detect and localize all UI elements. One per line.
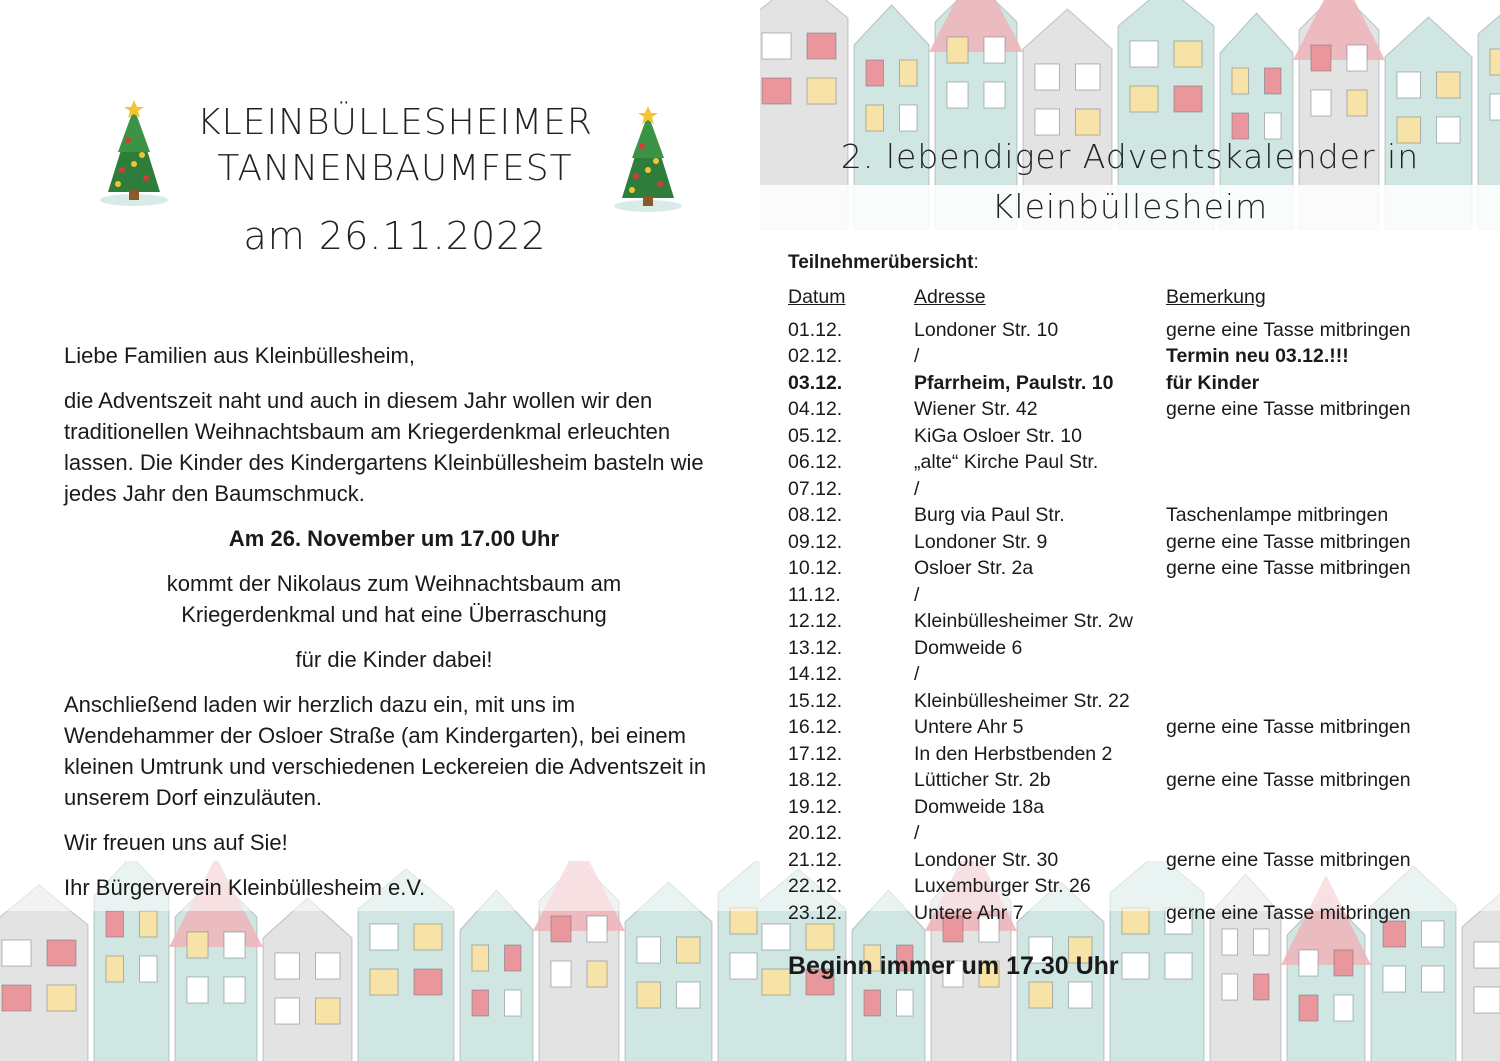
- start-time-note: Beginn immer um 17.30 Uhr: [788, 952, 1119, 980]
- cell-adresse: „alte“ Kirche Paul Str.: [914, 451, 1099, 473]
- cell-bemerkung: gerne eine Tasse mitbringen: [1166, 398, 1411, 420]
- cell-adresse: /: [914, 822, 920, 844]
- cell-adresse: Osloer Str. 2a: [914, 557, 1034, 579]
- cell-datum: 10.12.: [788, 557, 843, 579]
- cell-adresse: /: [914, 583, 920, 606]
- cell-adresse: Kleinbüllesheimer Str. 2w: [914, 610, 1133, 632]
- cell-datum: 20.12.: [788, 822, 843, 844]
- paragraph-intro: die Adventszeit naht und auch in diesem Jahr wollen wir den traditionellen Weihnachtsbaum am Kriegerdenkmal erleuchten lassen. Die Kinder des Kindergartens Kleinbüllesheim basteln wie jedes Jahr den Baumschmuck.: [64, 388, 704, 506]
- cell-datum: 13.12.: [788, 636, 843, 659]
- adventskalender-page: [760, 0, 1500, 1061]
- cell-datum: 09.12.: [788, 530, 843, 553]
- cell-adresse: Burg via Paul Str.: [914, 504, 1065, 526]
- cell-adresse: /: [914, 345, 920, 367]
- cell-adresse: Wiener Str. 42: [914, 398, 1038, 420]
- cell-datum: 16.12.: [788, 716, 843, 738]
- cell-bemerkung: gerne eine Tasse mitbringen: [1166, 769, 1411, 791]
- signature: Ihr Bürgerverein Kleinbüllesheim e.V.: [64, 875, 426, 900]
- cell-adresse: Untere Ahr 5: [914, 716, 1024, 738]
- event-date: am 26.11.2022: [243, 214, 547, 258]
- cell-adresse: Domweide 6: [914, 636, 1023, 659]
- cell-bemerkung: gerne eine Tasse mitbringen: [1166, 318, 1411, 341]
- cell-adresse: Pfarrheim, Paulstr. 10: [914, 371, 1114, 394]
- greeting: Liebe Familien aus Kleinbüllesheim,: [64, 343, 415, 368]
- flyer-title: [95, 100, 695, 258]
- event-time-highlight: Am 26. November um 17.00 Uhr: [228, 526, 560, 551]
- calendar-title-line-1: 2. lebendiger Adventskalender in: [840, 137, 1420, 176]
- cell-adresse: Kleinbüllesheimer Str. 22: [914, 689, 1130, 712]
- cell-adresse: Londoner Str. 10: [914, 318, 1059, 341]
- surprise-text: für die Kinder dabei!: [295, 647, 493, 672]
- cell-bemerkung: Taschenlampe mitbringen: [1166, 504, 1389, 526]
- cell-adresse: In den Herbstbenden 2: [914, 742, 1113, 765]
- cell-datum: 15.12.: [788, 689, 843, 712]
- closing: Wir freuen uns auf Sie!: [64, 830, 288, 855]
- cell-adresse: Luxemburger Str. 26: [914, 875, 1091, 897]
- cell-adresse: Londoner Str. 30: [914, 848, 1059, 871]
- title-line-2: TANNENBAUMFEST: [217, 148, 573, 189]
- cell-datum: 11.12.: [788, 583, 841, 606]
- cell-bemerkung: gerne eine Tasse mitbringen: [1166, 848, 1411, 871]
- cell-datum: 06.12.: [788, 451, 843, 473]
- cell-datum: 23.12.: [788, 901, 843, 924]
- title-line-1: KLEINBÜLLESHEIMER: [197, 102, 593, 143]
- cell-bemerkung: gerne eine Tasse mitbringen: [1166, 530, 1411, 553]
- house: [263, 898, 352, 1061]
- calendar-title: [800, 132, 1460, 232]
- cell-datum: 12.12.: [788, 610, 843, 632]
- participants-heading-text: Teilnehmerübersicht: [788, 252, 974, 273]
- cell-datum: 21.12.: [788, 848, 843, 871]
- cell-datum: 08.12.: [788, 504, 843, 526]
- cell-bemerkung: gerne eine Tasse mitbringen: [1166, 557, 1411, 579]
- cell-datum: 07.12.: [788, 477, 843, 500]
- column-header-bemerkung: Bemerkung: [1166, 286, 1266, 308]
- cell-datum: 14.12.: [788, 663, 843, 685]
- cell-datum: 22.12.: [788, 875, 843, 897]
- column-header-datum: Datum: [788, 286, 846, 308]
- column-header-adresse: Adresse: [914, 286, 986, 308]
- cell-adresse: Untere Ahr 7: [914, 901, 1024, 924]
- cell-bemerkung: gerne eine Tasse mitbringen: [1166, 901, 1411, 924]
- invitation-letter: [64, 340, 724, 917]
- paragraph-invitation: Anschließend laden wir herzlich dazu ein, mit uns im Wendehammer der Osloer Straße (am Kindergarten), bei einem kleinen Umtrunk und verschiedenen Leckereien die Adventszeit in unserem Dorf einzuläuten.: [64, 692, 707, 810]
- cell-adresse: Londoner Str. 9: [914, 530, 1048, 553]
- cell-adresse: /: [914, 663, 920, 685]
- cell-adresse: Domweide 18a: [914, 795, 1045, 818]
- cell-adresse: KiGa Osloer Str. 10: [914, 424, 1082, 447]
- cell-datum: 17.12.: [788, 742, 843, 765]
- house: [1462, 887, 1500, 1061]
- nikolaus-text: kommt der Nikolaus zum Weihnachtsbaum am Kriegerdenkmal und hat eine Überraschung: [166, 571, 622, 627]
- cell-adresse: Lütticher Str. 2b: [914, 769, 1051, 791]
- cell-bemerkung: gerne eine Tasse mitbringen: [1166, 716, 1411, 738]
- calendar-title-line-2: Kleinbüllesheim: [991, 187, 1269, 226]
- cell-datum: 18.12.: [788, 769, 843, 791]
- cell-bemerkung: Termin neu 03.12.!!!: [1166, 345, 1349, 367]
- cell-bemerkung: für Kinder: [1166, 371, 1260, 394]
- cell-datum: 04.12.: [788, 398, 843, 420]
- cell-datum: 19.12.: [788, 795, 843, 818]
- cell-datum: 05.12.: [788, 424, 843, 447]
- cell-adresse: /: [914, 477, 920, 500]
- participants-heading: [788, 252, 979, 274]
- cell-datum: 02.12.: [788, 345, 843, 367]
- cell-datum: 01.12.: [788, 318, 843, 341]
- cell-datum: 03.12.: [788, 371, 843, 394]
- participants-heading-colon: :: [973, 252, 979, 273]
